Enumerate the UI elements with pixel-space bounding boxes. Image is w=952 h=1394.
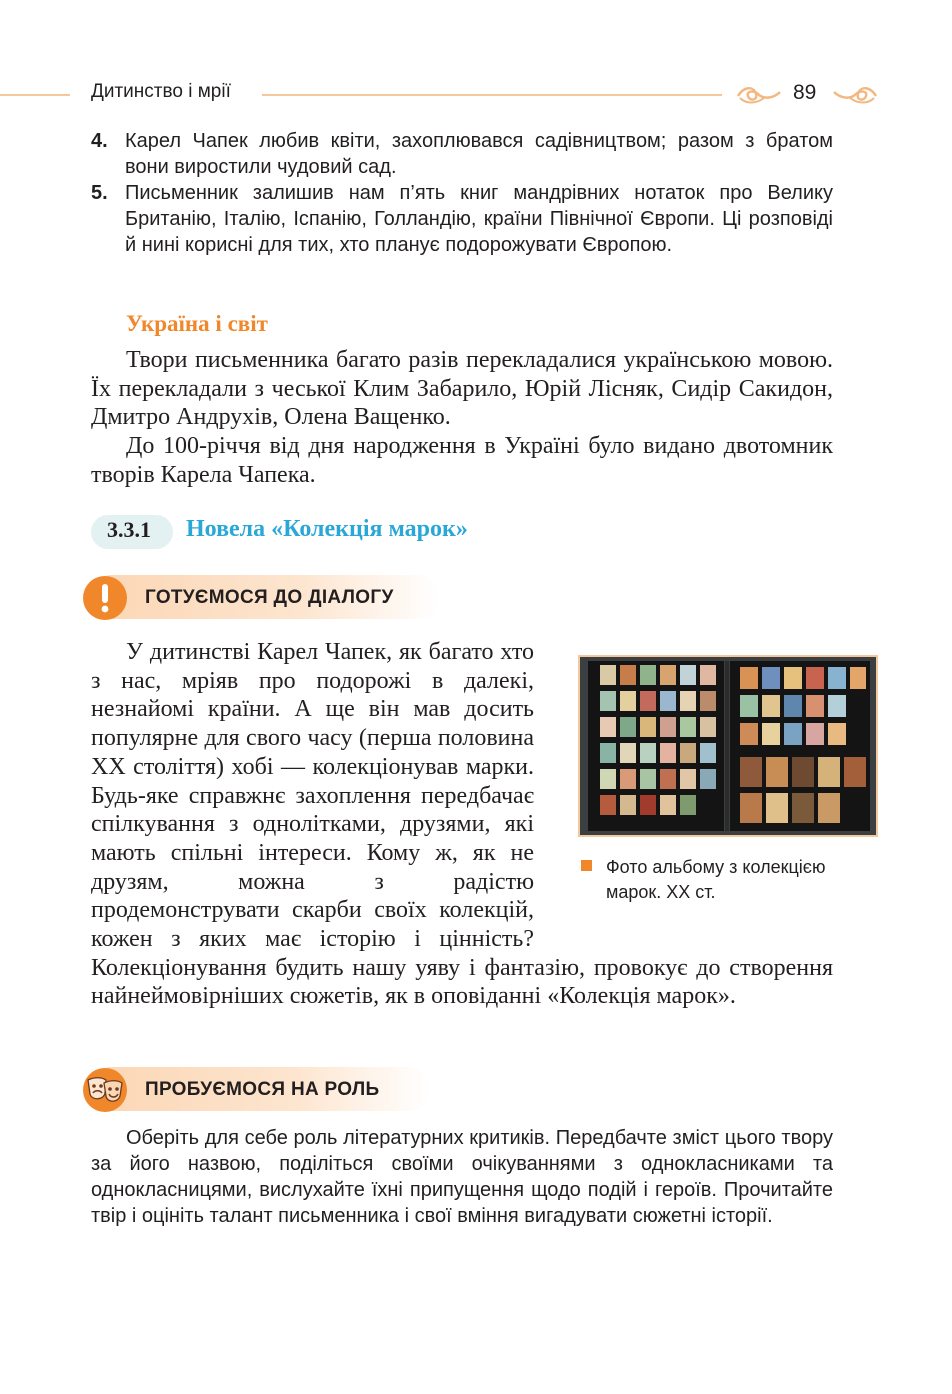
rubric-role-title: ПРОБУЄМОСЯ НА РОЛЬ [145, 1079, 380, 1100]
section-title: Новела «Колекція марок» [186, 516, 468, 542]
page-number: 89 [793, 81, 817, 104]
page-header [0, 78, 952, 110]
list-item-text: Письменник залишив нам п’ять книг мандрівних нотаток про Велику Британію, Італію, Іспанію, Голландію, країни Північної Європи. Ці розповіді й нині корисні для тих, хто планує подорожувати Європою. [125, 182, 833, 256]
photo-caption: Фото альбому з колекцією марок. XX ст. [606, 857, 826, 902]
caption-marker [581, 860, 592, 871]
exclamation-icon [82, 575, 128, 621]
stamp-album-photo [578, 655, 878, 837]
list-item-text: Карел Чапек любив квіти, захоплювався садівництвом; разом з братом вони виростили чудовий сад. [125, 130, 833, 178]
paragraph: Твори письменника багато разів перекладалися українською мовою. Їх перекладали з чеської Клим Забарило, Юрій Лісняк, Сидір Сакидон, Дмитро Андрухів, Олена Ващенко. [91, 347, 833, 431]
ukraine-world-heading: Україна і світ [126, 311, 268, 336]
list-item-number: 5. [91, 182, 108, 204]
header-rule-left [0, 94, 70, 96]
paragraph: До 100-річчя від дня народження в Україні було видано двотомник творів Карела Чапека. [91, 433, 833, 488]
running-title: Дитинство і мрії [91, 81, 231, 102]
list-item [91, 180, 833, 258]
rubric-dialog-title: ГОТУЄМОСЯ ДО ДІАЛОГУ [145, 587, 394, 608]
ornament-right-icon [832, 82, 880, 106]
fact-list [91, 128, 833, 258]
paragraph: У дитинстві Карел Чапек, як багато хто з нас, мріяв про подорожі в далекі, незнайомі країни. А ще він мав досить популярне для свого часу (перша половина XX століття) хобі — колекціонував марки. Будь-яке справжнє захоплення передбачає спілкування з однолітками, друзями, які мають спільні інтереси. Кому ж, як не друзям, можна з радістю продемонструвати скарби своїх колекцій, кожен з яких має історію і цінність? Колекціонування будить нашу уяву і фантазію, провокує до створення найнеймовірніших сюжетів, як в оповіданні «Колекція марок». [91, 639, 833, 1010]
theater-masks-icon [80, 1067, 130, 1113]
role-task-text [91, 1125, 833, 1229]
paragraph: Оберіть для себе роль літературних критиків. Передбачте зміст цього твору за його назвою, поділіться своїми очікуваннями з однокласниками та однокласницями, вислухайте їхні припущення щодо подій і героїв. Прочитайте твір і оцініть талант письменника і свої вміння вигадувати сюжетні історії. [91, 1127, 833, 1227]
section-number: 3.3.1 [107, 517, 151, 542]
header-rule-middle [262, 94, 722, 96]
list-item-number: 4. [91, 130, 108, 152]
stamp-album-image [580, 657, 876, 835]
list-item [91, 128, 833, 180]
ukraine-world-text [91, 346, 833, 490]
ornament-left-icon [734, 82, 782, 106]
